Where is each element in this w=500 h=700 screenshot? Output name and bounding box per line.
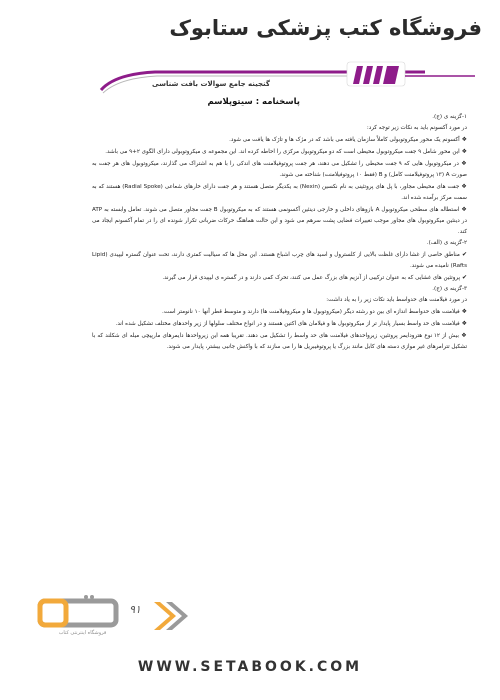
bullet-item: ❖ در میکروتوبول هایی که ۹ جفت محیطی را تشکیل می دهند، هر جفت پروتوفیلامنت های اندکی را با هم به اشتراک می گذارند، میکروتوبول های هر جفت به صورت A (۱۳ پروتوفیلامنت کامل) و B (فقط ۱۰ پروتوفیلامنت) شناخته می شوند.	[92, 158, 467, 181]
bullet-item: ❖ آکسونم یک محور میکروتوبولی کاملاً سازمان یافته می باشد که در مژک ها و تاژک ها یافت می شود.	[92, 134, 467, 146]
setabook-logo	[36, 593, 126, 633]
logo-caption: فروشگاه اینترنتی کتاب	[58, 630, 107, 636]
header-decoration	[95, 60, 477, 94]
bullet-item: ❖ استطاله های سطحی میکروتوبول A بازوهای داخلی و خارجی دینئین آکسونمی هستند که به میکروتوبول B جفت مجاور متصل می شوند. تعامل وابسته به ATP در دینئین میکروتوبول های مجاور موجب تغییرات فضایی پشت سرهم می شود و این حالت هماهنگ حرکات ضربانی تکرار شونده ای را در تمام آکسونم ایجاد می کند.	[92, 204, 467, 238]
answer-line: ۳-گزینه ی (ج).	[432, 286, 467, 292]
bullet-item: ❖ بیش از ۱۲ نوع هترودایمر پروتئین، زیرواحدهای فیلامنت های حد واسط را تشکیل می دهند. تقریبا همه این زیرواحدها دایمرهای مارپیچی میله ای شکلند که با تشکیل تترامرهای غیر موازی دسته های کابل مانند بزرگ یا پروتوفیبریل ها را می سازند که با واکنش جانبی بیشتر، پایدار می شوند.	[92, 330, 467, 353]
check-item: ✔ پروتئین های غشایی که به عنوان ترکیبی از آنزیم های بزرگ عمل می کنند، تحرک کمی دارند و در گستره ی لیپیدی قرار می گیرند.	[92, 272, 467, 284]
answer-line: در مورد آکسونم باید به نکات زیر توجه کرد:	[366, 125, 467, 131]
bullet-item: ❖ جفت های محیطی مجاور، با پل های پروتئینی به نام نکسین (Nexin) به یکدیگر متصل هستند و هر جفت دارای خارهای شعاعی (Radial Spoke) هستند که به سمت مرکز برآمده شده اند.	[92, 181, 467, 204]
answer-line: ۲-گزینه ی (الف).	[426, 240, 467, 246]
check-item: ✔ مناطق خاصی از غشا دارای غلظت بالایی از کلسترول و اسید های چرب اشباع هستند. این محل ها که سیالیت کمتری دارند، تحت عنوان گستره لیپیدی (Lipid Rafts) نامیده می شوند.	[92, 249, 467, 272]
chapter-header-band	[95, 60, 477, 94]
store-title: فروشگاه کتب پزشکی ستابوک	[169, 16, 482, 40]
answer-line: ۱-گزینه ی (ج).	[432, 114, 467, 120]
book-title: گنجینه جامع سوالات بافت شناسی	[152, 80, 270, 88]
chevron-logo-icon	[150, 596, 190, 636]
bullet-item: ❖ این محور شامل ۹ جفت میکروتوبول محیطی است که دو میکروتوبول مرکزی را احاطه کرده اند. این مجموعه ی میکروتوبولی دارای الگوی ۲+۹ می باشد.	[92, 146, 467, 158]
section-title: پاسخنامه : سیتوپلاسم	[207, 97, 300, 107]
chevron-logo-icon	[150, 596, 190, 636]
answer-line: در مورد فیلامنت های حدواسط باید نکات زیر را به یاد داشت:	[326, 297, 467, 303]
bullet-item: ❖ فیلامنت های حد واسط بسیار پایدار تر از میکروتوبول ها و فیلامان های اکتین هستند و در انواع مختلف سلولها از زیر واحدهای مختلف تشکیل شده اند.	[92, 318, 467, 330]
setabook-logo-mark	[36, 593, 126, 633]
page-number: ۹۱	[129, 603, 141, 616]
bullet-item: ❖ فیلامنت های حدواسط اندازه ای بین دو رشته دیگر (میکروتوبول ها و میکروفیلامنت ها) دارند و متوسط قطر آنها ۱۰ نانومتر است.	[92, 306, 467, 318]
footer-url[interactable]: WWW.SETABOOK.COM	[137, 659, 363, 675]
answer-content	[92, 112, 467, 353]
